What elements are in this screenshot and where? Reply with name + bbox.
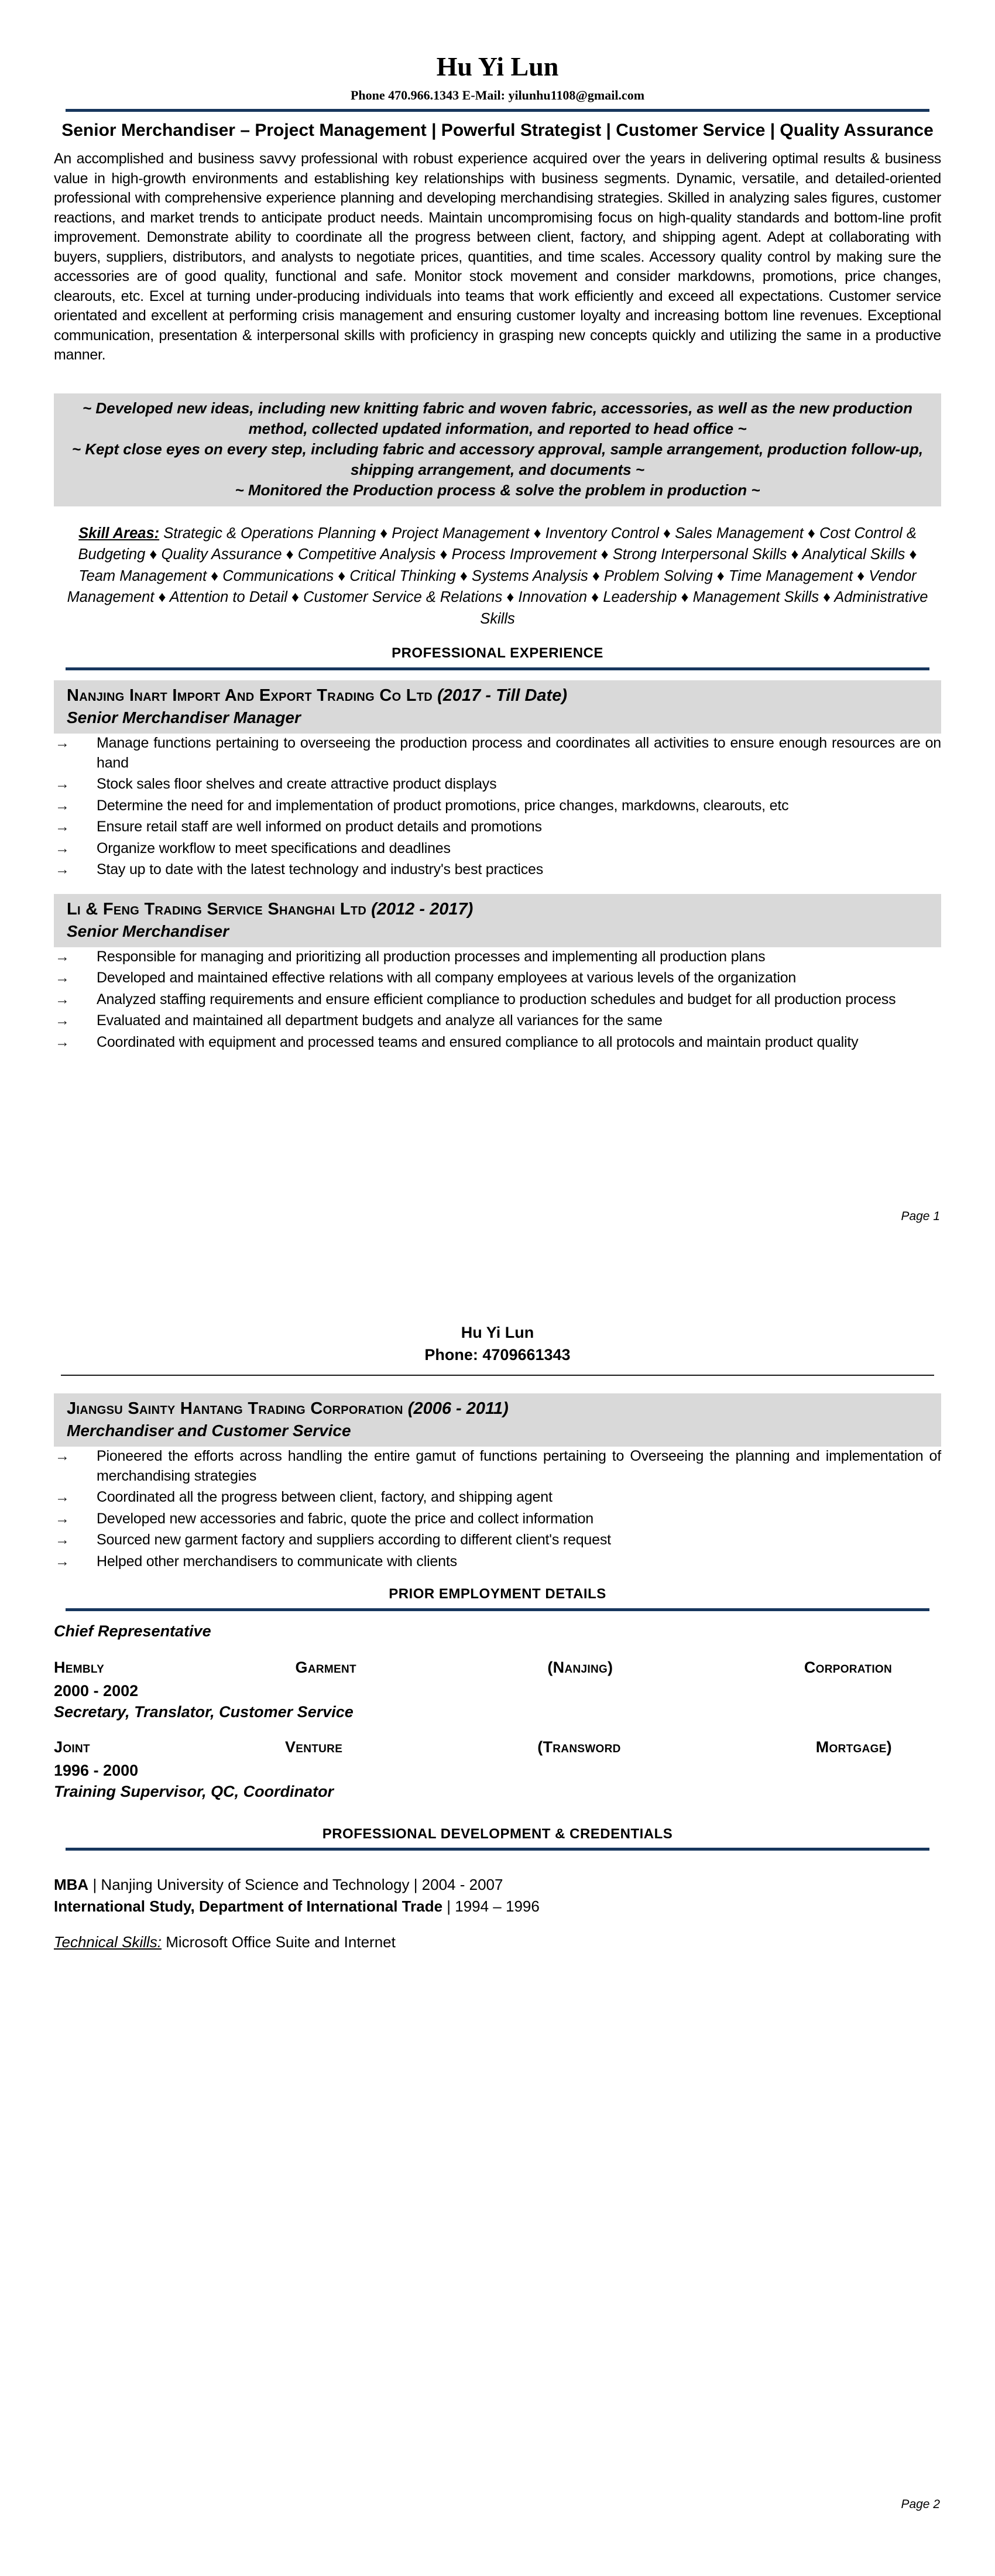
arrow-bullet-icon: → — [55, 1012, 70, 1029]
bullet-text: Evaluated and maintained all department budgets and analyze all variances for the same — [97, 1012, 663, 1029]
prior-job1-word: Hembly — [54, 1659, 105, 1676]
job1-dates: (2017 - Till Date) — [437, 686, 568, 705]
job3-dates: (2006 - 2011) — [407, 1399, 509, 1418]
education-block — [54, 1874, 941, 1917]
development-divider — [66, 1848, 929, 1851]
bullet-text: Organize workflow to meet specifications and deadlines — [97, 840, 451, 857]
page2-footer: Page 2 — [901, 2498, 940, 2511]
summary-paragraph: An accomplished and business savvy professional with robust experience acquired over the years in delivering optimal results & business value in high-growth environments and establishing key relationships with business segments. Dynamic, versatile, and detailed-oriented professional with comprehensive experience planning and developing merchandising strategies. Skilled in analyzing sales figures, customer reactions, and market trends to anticipate product needs. Maintain uncompromising focus on high-quality standards and bottom-line profit improvement. Demonstrate ability to coordinate all the progress between client, factory, and shipping agent. Adept at collaborating with buyers, suppliers, distributors, and analysts to negotiate prices, quantities, and time scales. Accessory quality control by making sure the accessories are of good quality, functional and safe. Monitor stock movement and consider markdowns, promotions, price changes, clearouts, etc. Excel at turning under-producing individuals into teams that work efficiently and exceed all expectations. Customer service orientated and excellent at performing crisis management and ensuring customer loyalty and increasing bottom line revenues. Exceptional communication, presentation & interpersonal skills with proficiency in grasping new concepts quickly and utilizing the same in a productive manner. — [54, 150, 941, 363]
job3-company: Jiangsu Sainty Hantang Trading Corporation — [67, 1399, 403, 1418]
bullet-text: Manage functions pertaining to overseeing the production process and coordinates all activities to ensure enough resources are on hand — [97, 735, 941, 771]
education-degree: MBA — [54, 1876, 89, 1893]
phone-line-page2: Phone: 4709661343 — [424, 1346, 571, 1364]
experience-divider — [66, 667, 929, 670]
arrow-bullet-icon: → — [55, 776, 70, 792]
bullet-item — [54, 860, 941, 880]
arrow-bullet-icon: → — [55, 1510, 70, 1527]
bullet-item — [54, 947, 941, 967]
education-detail: | Nanjing University of Science and Technology | 2004 - 2007 — [88, 1876, 503, 1893]
bullet-text: Pioneered the efforts across handling the entire gamut of functions pertaining to Overseeing the planning and implementation of merchandising strategies — [97, 1448, 941, 1484]
resume-page-2 — [0, 1288, 995, 2576]
bullet-item — [54, 1488, 941, 1508]
skill-areas — [61, 523, 934, 630]
prior-job2-role: Training Supervisor, QC, Coordinator — [54, 1783, 334, 1800]
education-item — [54, 1874, 941, 1896]
bullet-item — [54, 968, 941, 988]
highlight-item: ~ Developed new ideas, including new knitting fabric and woven fabric, accessories, as well as the new production method, collected updated information, and reported to head office ~ — [82, 399, 913, 437]
bullet-item — [54, 734, 941, 773]
job3-title: Merchandiser and Customer Service — [67, 1421, 351, 1440]
job2-dates: (2012 - 2017) — [371, 899, 474, 919]
bullet-text: Ensure retail staff are well informed on product details and promotions — [97, 818, 542, 835]
bullet-text: Responsible for managing and prioritizing all production processes and implementing all production plans — [97, 948, 766, 965]
bullet-text: Coordinated with equipment and processed teams and ensured compliance to all protocols and maintain product quality — [97, 1033, 859, 1050]
arrow-bullet-icon: → — [55, 840, 70, 857]
bullet-item — [54, 796, 941, 816]
prior-job1-word: Garment — [295, 1659, 356, 1676]
bullet-item — [54, 1011, 941, 1031]
job3-company-line — [67, 1398, 933, 1419]
job2-bullets — [54, 947, 941, 1053]
bullet-item — [54, 1509, 941, 1529]
job3-bullets — [54, 1447, 941, 1571]
prior-job2-word: Joint — [54, 1738, 90, 1756]
bullet-text: Sourced new garment factory and suppliers according to different client's request — [97, 1532, 611, 1548]
arrow-bullet-icon: → — [55, 1033, 70, 1050]
candidate-name: Hu Yi Lun — [436, 52, 559, 81]
candidate-name-page2: Hu Yi Lun — [461, 1324, 534, 1341]
page1-footer: Page 1 — [901, 1210, 940, 1223]
job1-title: Senior Merchandiser Manager — [67, 708, 301, 727]
job3-header — [54, 1393, 941, 1447]
bullet-text: Coordinated all the progress between client, factory, and shipping agent — [97, 1489, 553, 1505]
bullet-item — [54, 990, 941, 1010]
prior-job2-word: (Transword — [537, 1738, 621, 1756]
experience-heading: PROFESSIONAL EXPERIENCE — [392, 645, 603, 661]
job2-company: Li & Feng Trading Service Shanghai Ltd — [67, 899, 367, 919]
headline: Senior Merchandiser – Project Management | Powerful Strategist | Customer Service | Quality Assurance — [61, 121, 934, 140]
bullet-text: Stay up to date with the latest technology and industry's best practices — [97, 861, 544, 878]
prior-job1-word: Corporation — [804, 1659, 892, 1676]
prior-job1-role: Secretary, Translator, Customer Service — [54, 1703, 354, 1721]
job1-header — [54, 680, 941, 734]
bullet-text: Helped other merchandisers to communicate with clients — [97, 1553, 457, 1570]
bullet-text: Developed new accessories and fabric, quote the price and collect information — [97, 1510, 593, 1527]
highlight-item: ~ Kept close eyes on every step, including fabric and accessory approval, sample arrangement, production follow-up, shipping arrangement, and documents ~ — [71, 440, 924, 478]
arrow-bullet-icon: → — [55, 818, 70, 835]
job2-title: Senior Merchandiser — [67, 922, 229, 940]
development-heading: PROFESSIONAL DEVELOPMENT & CREDENTIALS — [322, 1826, 673, 1842]
arrow-bullet-icon: → — [55, 1553, 70, 1570]
education-detail: | 1994 – 1996 — [442, 1897, 540, 1915]
arrow-bullet-icon: → — [55, 1532, 70, 1548]
bullet-item — [54, 1447, 941, 1486]
bullet-text: Stock sales floor shelves and create attractive product displays — [97, 776, 497, 792]
prior-job2-word: Mortgage) — [815, 1738, 892, 1756]
arrow-bullet-icon: → — [55, 948, 70, 965]
arrow-bullet-icon: → — [55, 861, 70, 878]
skill-areas-label: Skill Areas: — [78, 525, 160, 542]
technical-skills-text: Microsoft Office Suite and Internet — [162, 1933, 396, 1951]
technical-skills — [54, 1933, 941, 1951]
prior-job2-word: Venture — [284, 1738, 343, 1756]
arrow-bullet-icon: → — [55, 970, 70, 986]
bullet-text: Determine the need for and implementation of product promotions, price changes, markdowns, clearouts, etc — [97, 797, 789, 814]
page2-header-divider — [61, 1375, 934, 1376]
prior-job2-company-row — [54, 1738, 892, 1756]
bullet-item — [54, 775, 941, 794]
bullet-item — [54, 817, 941, 837]
prior-job2-years: 1996 - 2000 — [54, 1762, 139, 1779]
job1-bullets — [54, 734, 941, 880]
highlight-item: ~ Monitored the Production process & solve the problem in production ~ — [235, 481, 760, 499]
bullet-text: Developed and maintained effective relations with all company employees at various levels of the organization — [97, 970, 797, 986]
bullet-item — [54, 1033, 941, 1053]
highlights-block — [54, 393, 941, 506]
prior-role-chief: Chief Representative — [54, 1622, 211, 1640]
bullet-item — [54, 1530, 941, 1550]
job1-company: Nanjing Inart Import And Export Trading Co Ltd — [67, 686, 433, 705]
skill-areas-list: Strategic & Operations Planning ♦ Project Management ♦ Inventory Control ♦ Sales Management ♦ Cost Control & Budgeting ♦ Quality Assurance ♦ Competitive Analysis ♦ Process Improvement ♦ Strong Interpersonal Skills ♦ Analytical Skills ♦ Team Management ♦ Communications ♦ Critical Thinking ♦ Systems Analysis ♦ Problem Solving ♦ Time Management ♦ Vendor Management ♦ Attention to Detail ♦ Customer Service & Relations ♦ Innovation ♦ Leadership ♦ Management Skills ♦ Administrative Skills — [67, 525, 928, 627]
prior-job1-company-row — [54, 1658, 892, 1677]
contact-line: Phone 470.966.1343 E-Mail: yilunhu1108@gmail.com — [350, 88, 645, 102]
arrow-bullet-icon: → — [55, 797, 70, 814]
job1-company-line — [67, 685, 933, 706]
prior-job1-word: (Nanjing) — [547, 1659, 613, 1676]
job2-company-line — [67, 899, 933, 920]
prior-employment-divider — [66, 1608, 929, 1611]
arrow-bullet-icon: → — [55, 735, 70, 751]
job2-header — [54, 894, 941, 947]
bullet-text: Analyzed staffing requirements and ensure efficient compliance to production schedules and budget for all production process — [97, 991, 896, 1008]
prior-job1-years: 2000 - 2002 — [54, 1682, 139, 1700]
bullet-item — [54, 1552, 941, 1572]
technical-skills-label: Technical Skills: — [54, 1933, 162, 1951]
education-item — [54, 1896, 941, 1917]
bullet-item — [54, 839, 941, 859]
arrow-bullet-icon: → — [55, 1489, 70, 1505]
header-divider — [66, 109, 929, 112]
arrow-bullet-icon: → — [55, 1448, 70, 1464]
arrow-bullet-icon: → — [55, 991, 70, 1008]
prior-employment-heading: PRIOR EMPLOYMENT DETAILS — [389, 1586, 606, 1602]
education-degree: International Study, Department of International Trade — [54, 1897, 443, 1915]
